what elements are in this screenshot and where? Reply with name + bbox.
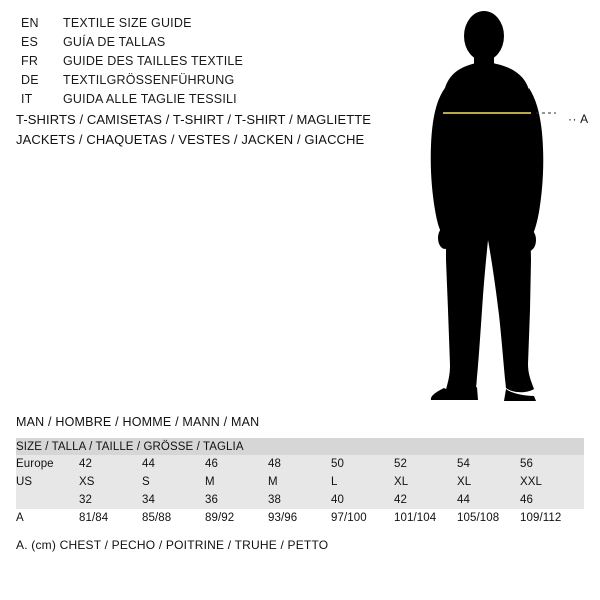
row-label: US <box>16 473 79 491</box>
cell: 89/92 <box>205 509 268 527</box>
cell: XXL <box>520 473 584 491</box>
cell: 46 <box>520 491 584 509</box>
legend-language-code: IT <box>21 92 33 106</box>
cell: 48 <box>268 455 331 473</box>
cell: 36 <box>205 491 268 509</box>
row-label: A <box>16 509 79 527</box>
table-row <box>16 473 584 491</box>
cell: 32 <box>79 491 142 509</box>
garment-categories <box>16 110 416 150</box>
cell: XS <box>79 473 142 491</box>
legend-language-text: TEXTILGRÖSSENFÜHRUNG <box>63 73 235 87</box>
cell: 81/84 <box>79 509 142 527</box>
legend-row <box>21 33 381 52</box>
cell: 38 <box>268 491 331 509</box>
legend-language-code: FR <box>21 54 39 68</box>
legend-row <box>21 14 381 33</box>
legend-language-text: GUIDE DES TAILLES TEXTILE <box>63 54 244 68</box>
legend-language-text: GUÍA DE TALLAS <box>63 35 166 49</box>
cell: 105/108 <box>457 509 520 527</box>
cell: M <box>268 473 331 491</box>
cell: 85/88 <box>142 509 205 527</box>
table-row <box>16 509 584 527</box>
cell: 97/100 <box>331 509 394 527</box>
cell: 40 <box>331 491 394 509</box>
cell: 56 <box>520 455 584 473</box>
cell: 42 <box>79 455 142 473</box>
size-table <box>16 438 584 527</box>
measure-label-a: ·· A <box>568 112 589 126</box>
legend-language-code: ES <box>21 35 39 49</box>
table-footnote: A. (cm) CHEST / PECHO / POITRINE / TRUHE / PETTO <box>16 538 329 552</box>
cell: 52 <box>394 455 457 473</box>
male-silhouette-icon <box>400 10 600 405</box>
cell: 42 <box>394 491 457 509</box>
row-label: Europe <box>16 455 79 473</box>
table-row <box>16 491 584 509</box>
language-legend <box>21 14 381 109</box>
cell: 50 <box>331 455 394 473</box>
cell: 44 <box>457 491 520 509</box>
cell: XL <box>394 473 457 491</box>
cell: M <box>205 473 268 491</box>
cell: 109/112 <box>520 509 584 527</box>
cell: 44 <box>142 455 205 473</box>
cell: 54 <box>457 455 520 473</box>
body-figure <box>400 10 600 405</box>
table-header-row <box>16 438 584 455</box>
legend-row <box>21 90 381 109</box>
cell: S <box>142 473 205 491</box>
category-jackets: JACKETS / CHAQUETAS / VESTES / JACKEN / GIACCHE <box>16 132 365 147</box>
category-tshirts: T-SHIRTS / CAMISETAS / T-SHIRT / T-SHIRT / MAGLIETTE <box>16 112 372 127</box>
cell: 101/104 <box>394 509 457 527</box>
cell: XL <box>457 473 520 491</box>
cell: 93/96 <box>268 509 331 527</box>
cell: L <box>331 473 394 491</box>
cell: 34 <box>142 491 205 509</box>
legend-language-code: DE <box>21 73 39 87</box>
legend-language-text: GUIDA ALLE TAGLIE TESSILI <box>63 92 237 106</box>
table-row <box>16 455 584 473</box>
legend-row <box>21 52 381 71</box>
legend-language-code: EN <box>21 16 39 30</box>
table-title: MAN / HOMBRE / HOMME / MANN / MAN <box>16 415 260 429</box>
row-label <box>16 491 79 509</box>
legend-language-text: TEXTILE SIZE GUIDE <box>63 16 192 30</box>
table-header-label: SIZE / TALLA / TAILLE / GRÖSSE / TAGLIA <box>16 438 584 455</box>
legend-row <box>21 71 381 90</box>
size-table-section <box>16 415 584 552</box>
cell: 46 <box>205 455 268 473</box>
